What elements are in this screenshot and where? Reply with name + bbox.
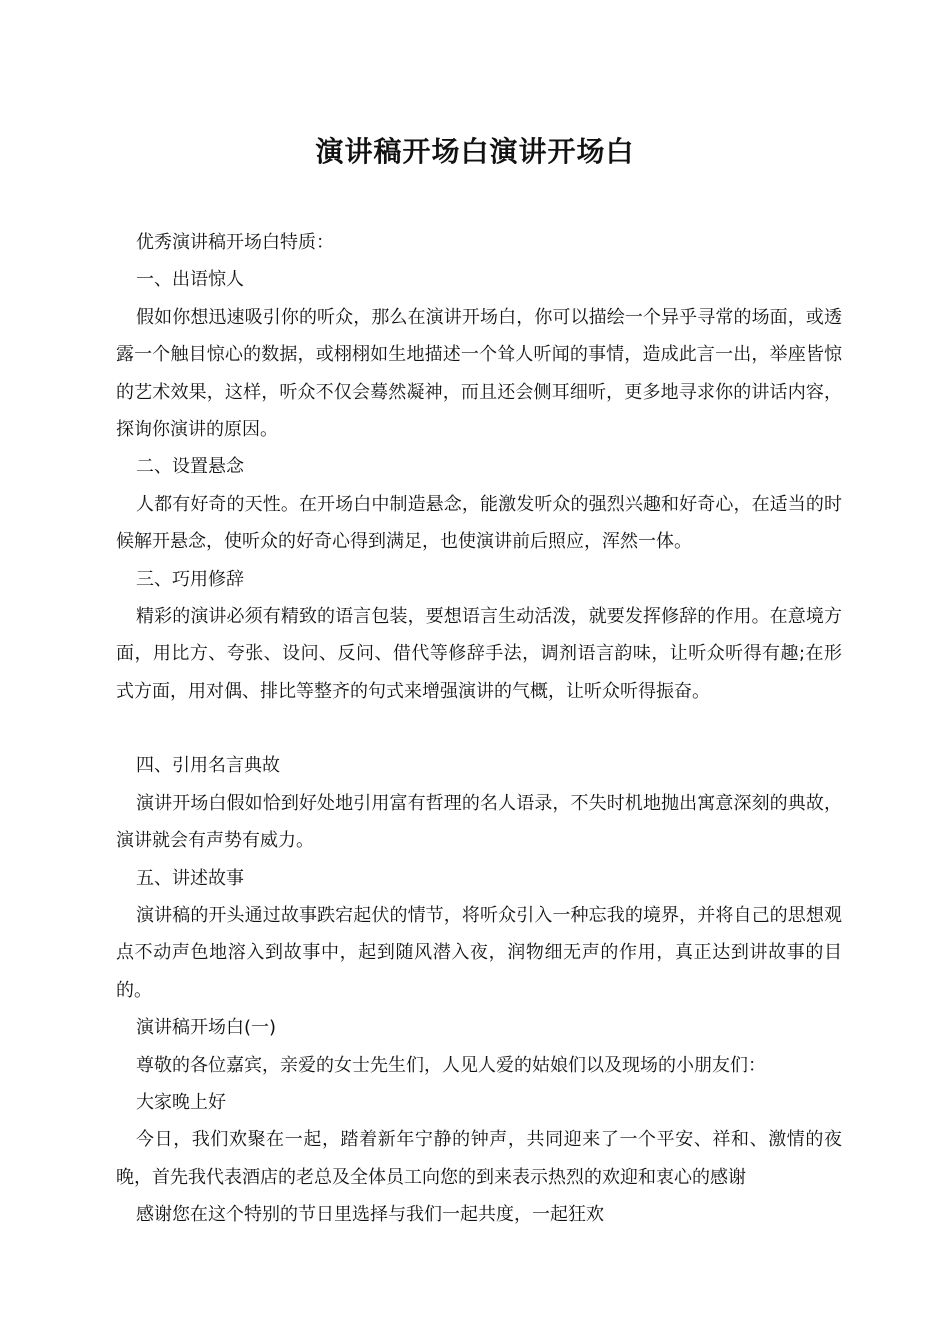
- paragraph-greeting: 尊敬的各位嘉宾，亲爱的女士先生们，人见人爱的姑娘们以及现场的小朋友们：: [136, 1054, 766, 1076]
- paragraph-point-3: 精彩的演讲必须有精致的语言包装，要想语言生动活泼，就要发挥修辞的作用。在意境方面，用比方、夸张、设问、反问、借代等修辞手法，调剂语言韵味，让听众听得有趣;在形式方面，用对偶、排比等整齐的句式来增强演讲的气概，让听众听得振奋。: [116, 606, 842, 702]
- paragraph-intro: 优秀演讲稿开场白特质：: [136, 232, 334, 253]
- paragraph-thanks: 感谢您在这个特别的节日里选择与我们一起共度，一起狂欢: [136, 1204, 604, 1226]
- heading-sample-1: 演讲稿开场白(一): [136, 1017, 277, 1039]
- document-body: [116, 224, 842, 1234]
- document-title: 演讲稿开场白演讲开场白: [315, 135, 635, 168]
- heading-point-4: 四、引用名言典故: [136, 755, 280, 777]
- paragraph-point-2: 人都有好奇的天性。在开场白中制造悬念，能激发听众的强烈兴趣和好奇心，在适当的时候解开悬念，使听众的好奇心得到满足，也使演讲前后照应，浑然一体。: [116, 493, 842, 553]
- paragraph-point-5: 演讲稿的开头通过故事跌宕起伏的情节，将听众引入一种忘我的境界，并将自己的思想观点不动声色地溶入到故事中，起到随风潜入夜，润物细无声的作用，真正达到讲故事的目的。: [116, 904, 842, 1001]
- paragraph-point-4: 演讲开场白假如恰到好处地引用富有哲理的名人语录，不失时机地抛出寓意深刻的典故，演讲就会有声势有威力。: [116, 792, 842, 852]
- paragraph-good-evening: 大家晚上好: [136, 1091, 226, 1113]
- paragraph-welcome: 今日，我们欢聚在一起，踏着新年宁静的钟声，共同迎来了一个平安、祥和、激情的夜晚，首先我代表酒店的老总及全体员工向您的到来表示热烈的欢迎和衷心的感谢: [116, 1129, 842, 1188]
- paragraph-point-1: 假如你想迅速吸引你的听众，那么在演讲开场白，你可以描绘一个异乎寻常的场面，或透露一个触目惊心的数据，或栩栩如生地描述一个耸人听闻的事情，造成此言一出，举座皆惊的艺术效果，这样，听众不仅会蓦然凝神，而且还会侧耳细听，更多地寻求你的讲话内容，探询你演讲的原因。: [116, 306, 842, 441]
- heading-point-1: 一、出语惊人: [136, 269, 244, 291]
- heading-point-5: 五、讲述故事: [136, 867, 244, 889]
- heading-point-2: 二、设置悬念: [136, 456, 244, 478]
- heading-point-3: 三、巧用修辞: [136, 568, 244, 590]
